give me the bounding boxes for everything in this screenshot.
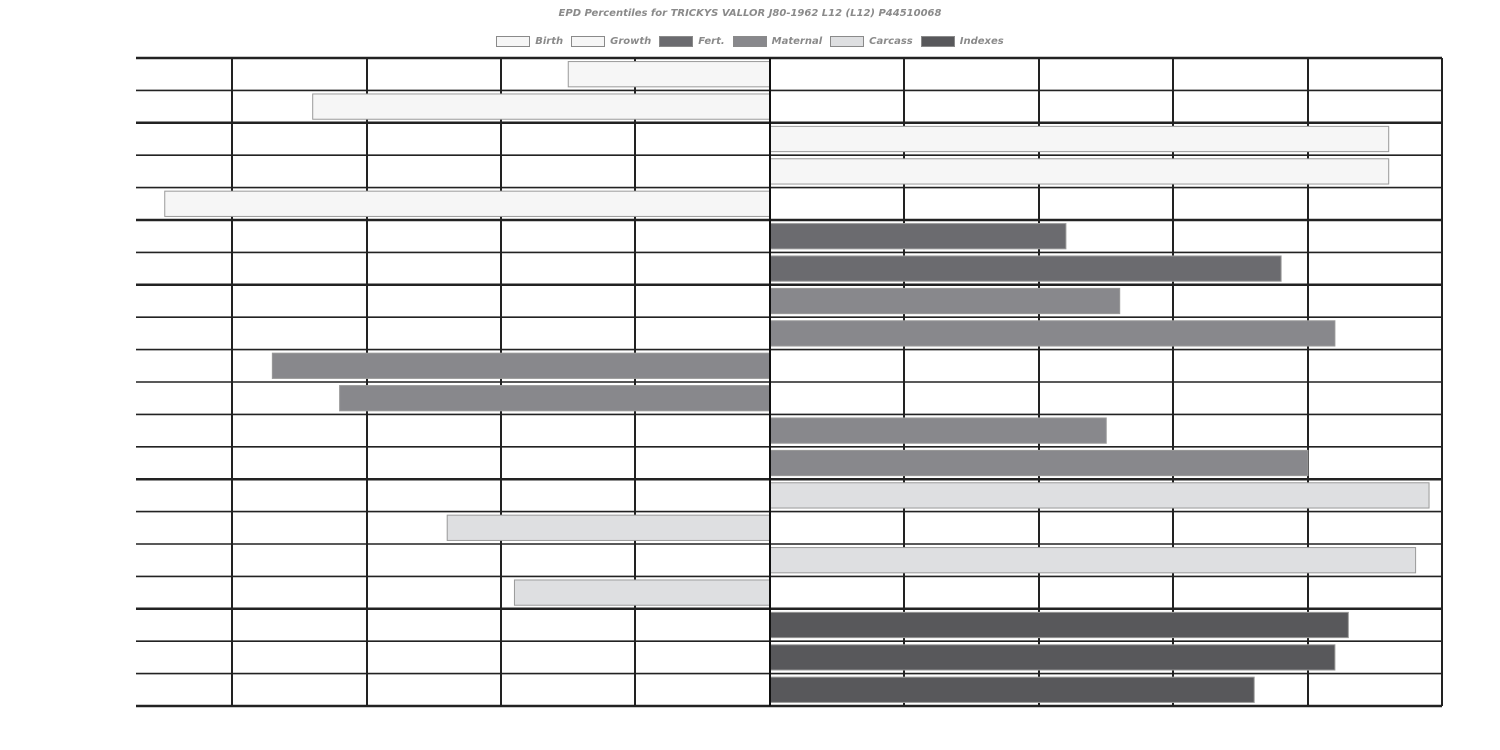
bar-maternal-11 bbox=[770, 418, 1106, 443]
bar-maternal-10 bbox=[340, 386, 770, 411]
bar-growth-4 bbox=[165, 191, 770, 216]
bar-carcass-15 bbox=[770, 548, 1416, 573]
bar-carcass-16 bbox=[514, 580, 770, 605]
bar-growth-2 bbox=[770, 126, 1389, 151]
bar-indexes-17 bbox=[770, 612, 1348, 637]
bar-maternal-9 bbox=[272, 353, 770, 378]
bar-maternal-8 bbox=[770, 321, 1335, 346]
legend-label-growth: Growth bbox=[610, 36, 652, 47]
bar-growth-3 bbox=[770, 159, 1389, 184]
bar-maternal-7 bbox=[770, 288, 1120, 313]
bar-indexes-19 bbox=[770, 677, 1254, 702]
legend-label-fert: Fert. bbox=[698, 36, 725, 47]
bar-birth-1 bbox=[313, 94, 770, 119]
bar-maternal-12 bbox=[770, 450, 1308, 475]
legend-label-indexes: Indexes bbox=[959, 36, 1004, 47]
bar-indexes-18 bbox=[770, 645, 1335, 670]
bar-birth-0 bbox=[568, 62, 770, 87]
legend-label-carcass: Carcass bbox=[869, 36, 913, 47]
bar-carcass-14 bbox=[447, 515, 770, 540]
bar-fert-6 bbox=[770, 256, 1281, 281]
bar-carcass-13 bbox=[770, 483, 1429, 508]
legend-label-birth: Birth bbox=[535, 36, 564, 47]
bar-fert-5 bbox=[770, 224, 1066, 249]
legend-label-maternal: Maternal bbox=[771, 36, 823, 47]
chart-title: EPD Percentiles for TRICKYS VALLOR J80-1962 L12 (L12) P44510068 bbox=[558, 8, 942, 19]
